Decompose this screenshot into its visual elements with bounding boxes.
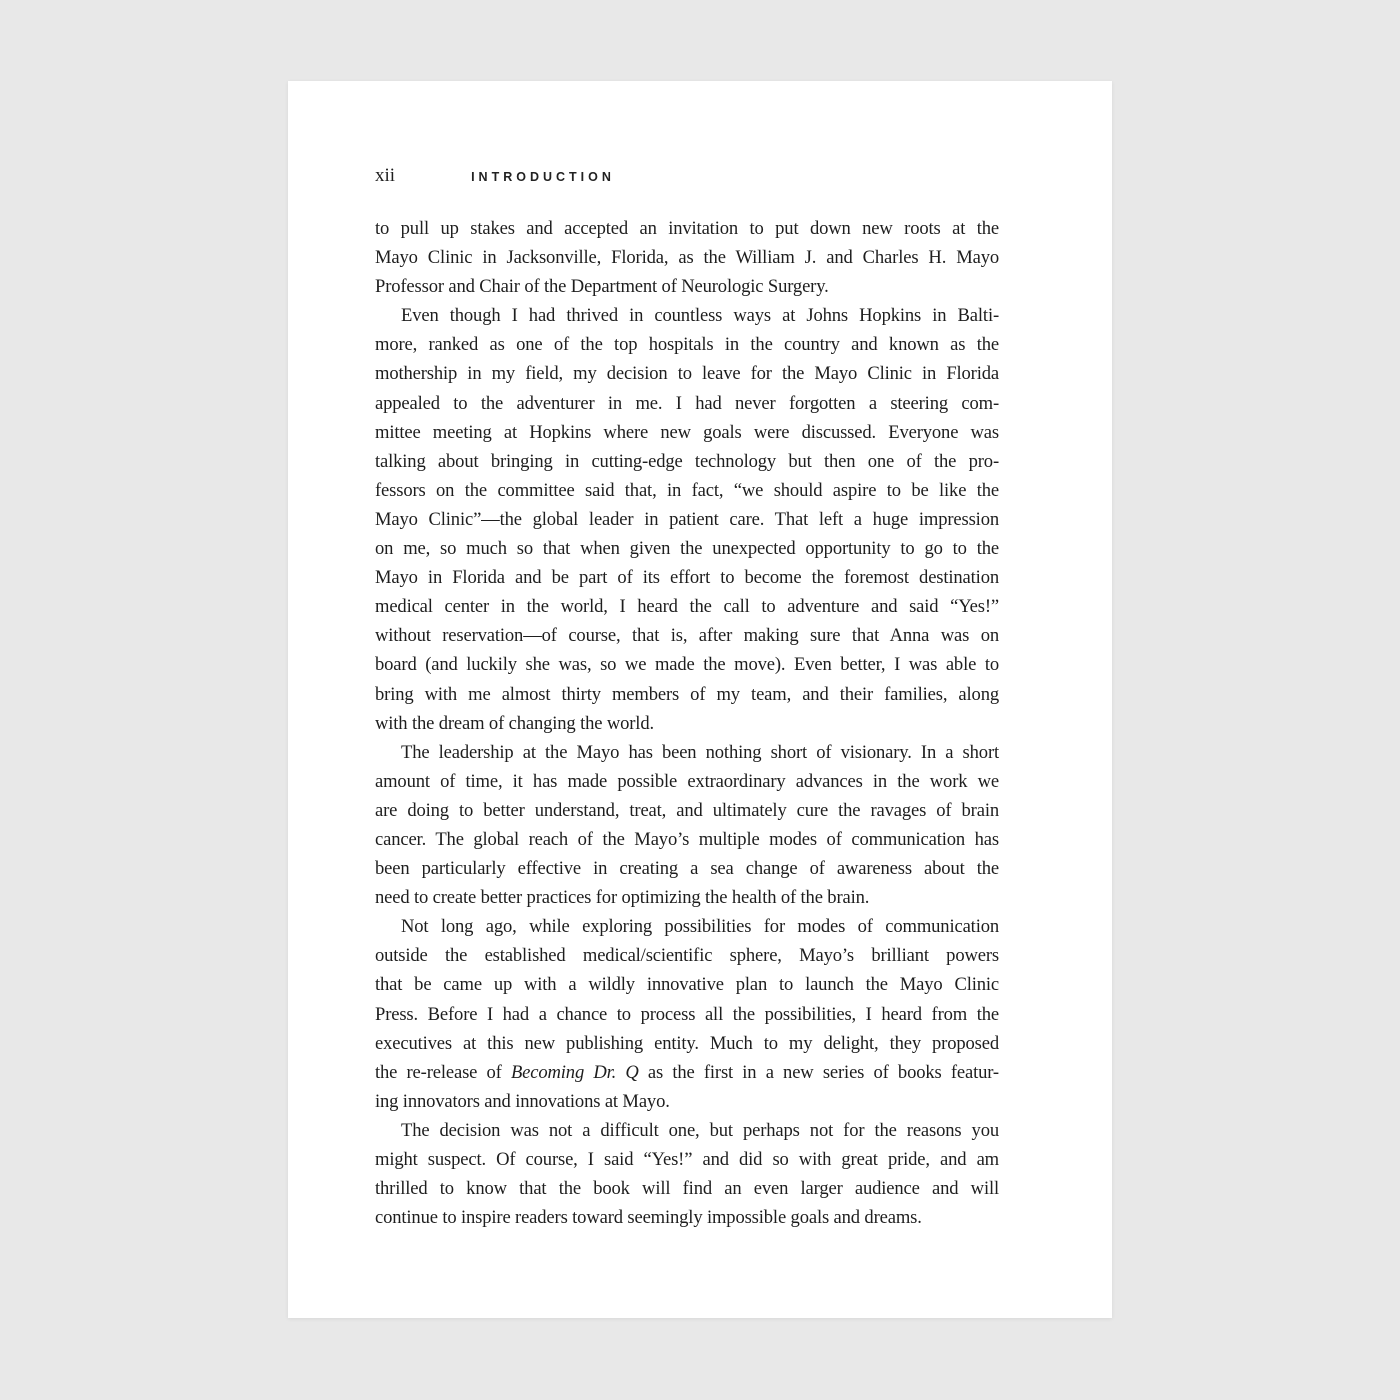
paragraph [375, 214, 999, 301]
text-line: Mayo Clinic in Jacksonville, Florida, as the William J. and Charles H. Mayo [375, 247, 999, 269]
text-line: cancer. The global reach of the Mayo’s multiple modes of communication has [375, 828, 999, 850]
paragraph [375, 301, 999, 737]
text-line: The decision was not a difficult one, but perhaps not for the reasons you [401, 1119, 999, 1141]
text-line: The leadership at the Mayo has been nothing short of visionary. In a short [401, 741, 999, 763]
text-line: thrilled to know that the book will find an even larger audience and will [375, 1178, 999, 1200]
text-line: ing innovators and innovations at Mayo. [375, 1090, 670, 1112]
paragraph [375, 912, 999, 1116]
text-line: fessors on the committee said that, in fact, “we should aspire to be like the [375, 479, 999, 501]
text-line: executives at this new publishing entity. Much to my delight, they proposed [375, 1032, 999, 1054]
text-line: mothership in my field, my decision to leave for the Mayo Clinic in Florida [375, 363, 999, 385]
text-line: that be came up with a wildly innovative plan to launch the Mayo Clinic [375, 974, 999, 996]
text-line: more, ranked as one of the top hospitals in the country and known as the [375, 334, 999, 356]
text-line: outside the established medical/scientific sphere, Mayo’s brilliant powers [375, 945, 999, 967]
text-line: Professor and Chair of the Department of Neurologic Surgery. [375, 276, 829, 298]
paragraph [375, 738, 999, 913]
text-line: talking about bringing in cutting-edge technology but then one of the pro- [375, 450, 999, 472]
text-line: without reservation—of course, that is, after making sure that Anna was on [375, 625, 999, 647]
body-text [375, 214, 999, 1232]
text-line: appealed to the adventurer in me. I had never forgotten a steering com- [375, 392, 999, 414]
text-line: Even though I had thrived in countless ways at Johns Hopkins in Balti- [401, 305, 999, 327]
text-line: to pull up stakes and accepted an invitation to put down new roots at the [375, 218, 999, 239]
text-line: Press. Before I had a chance to process all the possibilities, I heard from the [375, 1003, 999, 1025]
text-line: need to create better practices for optimizing the health of the brain. [375, 887, 870, 909]
text-line: the re-release of Becoming Dr. Q as the first in a new series of books featur- [375, 1061, 999, 1083]
folio-page-number: xii [375, 165, 396, 186]
text-line: amount of time, it has made possible extraordinary advances in the work we [375, 770, 999, 792]
text-line: on me, so much so that when given the unexpected opportunity to go to the [375, 538, 999, 560]
text-line: are doing to better understand, treat, and ultimately cure the ravages of brain [375, 799, 999, 821]
text-line: with the dream of changing the world. [375, 712, 654, 734]
text-line: mittee meeting at Hopkins where new goals were discussed. Everyone was [375, 421, 999, 443]
text-line: been particularly effective in creating a sea change of awareness about the [375, 858, 999, 880]
text-line: Not long ago, while exploring possibilities for modes of communication [401, 916, 999, 938]
text-line: medical center in the world, I heard the call to adventure and said “Yes!” [375, 596, 999, 618]
text-line: board (and luckily she was, so we made the move). Even better, I was able to [375, 654, 999, 676]
text-line: continue to inspire readers toward seemingly impossible goals and dreams. [375, 1207, 922, 1229]
running-head-title: INTRODUCTION [471, 170, 615, 184]
book-page [288, 81, 1112, 1318]
text-line: might suspect. Of course, I said “Yes!” and did so with great pride, and am [375, 1149, 999, 1170]
paragraph [375, 1116, 999, 1232]
text-line: bring with me almost thirty members of my team, and their families, along [375, 683, 999, 705]
text-line: Mayo in Florida and be part of its effort to become the foremost destination [375, 567, 999, 589]
page-header [375, 165, 999, 187]
text-line: Mayo Clinic”—the global leader in patient care. That left a huge impression [375, 508, 999, 530]
